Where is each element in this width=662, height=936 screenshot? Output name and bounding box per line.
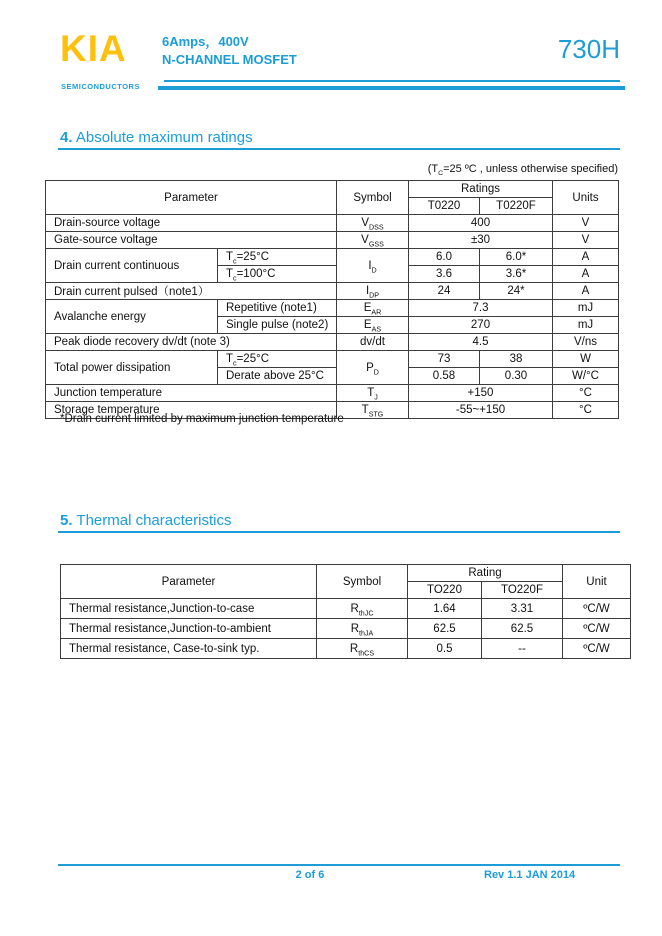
unit-cell: A <box>553 249 619 266</box>
unit-cell: °C <box>553 402 619 419</box>
param-cell: Thermal resistance, Case-to-sink typ. <box>61 639 317 659</box>
unit-cell: W/°C <box>553 368 619 385</box>
condition-cell: $T_c=25^\circ C$ <box>218 249 337 266</box>
device-rating-line: 6Amps，400V <box>162 34 249 49</box>
symbol-cell: $P_D$ <box>337 351 409 385</box>
symbol-cell: $E_{AR}$ <box>337 300 409 317</box>
param-cell: Drain-source voltage <box>46 215 337 232</box>
header-pkg2: TO220F <box>482 582 563 599</box>
device-type-line: N-CHANNEL MOSFET <box>162 52 297 67</box>
value-cell: +150 <box>409 385 553 402</box>
unit-cell: V <box>553 215 619 232</box>
value-cell: 6.0* <box>480 249 553 266</box>
footer-rule <box>58 864 620 866</box>
value-cell: 6.0 <box>409 249 480 266</box>
unit-cell: V <box>553 232 619 249</box>
table-row <box>61 599 631 619</box>
table-row <box>46 300 619 317</box>
table-row <box>46 385 619 402</box>
symbol-cell: $V_{GSS}$ <box>337 232 409 249</box>
value-cell: -55~+150 <box>409 402 553 419</box>
unit-cell: A <box>553 266 619 283</box>
section4-underline <box>58 148 620 150</box>
table-row <box>46 334 619 351</box>
logo-subtext: SEMICONDUCTORS <box>61 82 140 91</box>
section5-title: Thermal characteristics <box>72 512 232 529</box>
symbol-cell: $I_D$ <box>337 249 409 283</box>
value-cell: 3.6 <box>409 266 480 283</box>
value-cell: 7.3 <box>409 300 553 317</box>
condition-cell: $T_c=25^\circ C$ <box>218 351 337 368</box>
unit-cell: ºC/W <box>563 619 631 639</box>
unit-cell: mJ <box>553 317 619 334</box>
section4-heading <box>60 129 253 146</box>
table-row <box>46 351 619 368</box>
value-cell: 270 <box>409 317 553 334</box>
table-row <box>61 619 631 639</box>
condition-cell: Repetitive (note1) <box>218 300 337 317</box>
param-cell: Thermal resistance,Junction-to-ambient <box>61 619 317 639</box>
header-pkg1: T0220 <box>409 198 480 215</box>
value-cell: 0.58 <box>409 368 480 385</box>
symbol-cell: $V_{DSS}$ <box>337 215 409 232</box>
condition-cell: Single pulse (note2) <box>218 317 337 334</box>
symbol-cell: $T_{STG}$ <box>337 402 409 419</box>
unit-cell: °C <box>553 385 619 402</box>
table-row <box>61 639 631 659</box>
revision-label: Rev 1.1 JAN 2014 <box>484 869 576 881</box>
symbol-cell: $I_{DP}$ <box>337 283 409 300</box>
header-parameter: Parameter <box>46 181 337 215</box>
param-cell: Total power dissipation <box>46 351 218 385</box>
header-units: Units <box>553 181 619 215</box>
page-number: 2 of 6 <box>295 869 325 881</box>
unit-cell: V/ns <box>553 334 619 351</box>
header-pkg2: T0220F <box>480 198 553 215</box>
unit-cell: ºC/W <box>563 639 631 659</box>
section5-heading <box>60 512 231 529</box>
value-cell: 4.5 <box>409 334 553 351</box>
abs-max-ratings-table <box>45 180 619 419</box>
table-row <box>46 215 619 232</box>
value-cell: 24* <box>480 283 553 300</box>
value-cell: 0.30 <box>480 368 553 385</box>
value-cell: 1.64 <box>408 599 482 619</box>
header-rule-thin <box>164 80 620 82</box>
symbol-cell: $T_J$ <box>337 385 409 402</box>
param-cell: Junction temperature <box>46 385 337 402</box>
header-rating: Rating <box>408 565 563 582</box>
symbol-cell: $R_{thJA}$ <box>317 619 408 639</box>
value-cell: 3.6* <box>480 266 553 283</box>
unit-cell: A <box>553 283 619 300</box>
table-row <box>46 249 619 266</box>
symbol-cell: $R_{thCS}$ <box>317 639 408 659</box>
header-pkg1: TO220 <box>408 582 482 599</box>
param-cell: Drain current continuous <box>46 249 218 283</box>
table-row <box>46 283 619 300</box>
section4-number: 4. <box>60 129 73 146</box>
part-number: 730H <box>557 34 620 64</box>
table4-caption: ($T_C=25$ ºC , unless otherwise specified) <box>427 163 618 178</box>
table-row <box>46 232 619 249</box>
value-cell: 400 <box>409 215 553 232</box>
param-cell: Gate-source voltage <box>46 232 337 249</box>
table-header-row <box>61 565 631 582</box>
symbol-cell: $R_{thJC}$ <box>317 599 408 619</box>
section4-title: Absolute maximum ratings <box>72 129 253 146</box>
section5-number: 5. <box>60 512 73 529</box>
kia-logo: KIA <box>60 28 127 69</box>
unit-cell: ºC/W <box>563 599 631 619</box>
value-cell: -- <box>482 639 563 659</box>
param-cell: Storage temperature <box>46 402 337 419</box>
unit-cell: W <box>553 351 619 368</box>
value-cell: ±30 <box>409 232 553 249</box>
param-cell: Peak diode recovery dv/dt (note 3) <box>46 334 337 351</box>
value-cell: 38 <box>480 351 553 368</box>
symbol-cell: dv/dt <box>337 334 409 351</box>
symbol-cell: $E_{AS}$ <box>337 317 409 334</box>
header-unit: Unit <box>563 565 631 599</box>
device-subtitle <box>162 33 297 69</box>
condition-cell: $T_c=100^\circ C$ <box>218 266 337 283</box>
table-header-row <box>46 181 619 198</box>
unit-cell: mJ <box>553 300 619 317</box>
header-ratings: Ratings <box>409 181 553 198</box>
value-cell: 73 <box>409 351 480 368</box>
param-cell: Drain current pulsed（note1） <box>46 283 337 300</box>
value-cell: 24 <box>409 283 480 300</box>
condition-cell: Derate above 25°C <box>218 368 337 385</box>
value-cell: 62.5 <box>408 619 482 639</box>
table4-footnote: *Drain current limited by maximum junction temperature <box>60 413 344 425</box>
param-cell: Thermal resistance,Junction-to-case <box>61 599 317 619</box>
header-symbol: Symbol <box>337 181 409 215</box>
header-rule-thick <box>158 86 625 90</box>
section5-underline <box>58 531 620 533</box>
value-cell: 0.5 <box>408 639 482 659</box>
value-cell: 3.31 <box>482 599 563 619</box>
value-cell: 62.5 <box>482 619 563 639</box>
header-symbol: Symbol <box>317 565 408 599</box>
thermal-characteristics-table <box>60 564 631 659</box>
param-cell: Avalanche energy <box>46 300 218 334</box>
header-parameter: Parameter <box>61 565 317 599</box>
